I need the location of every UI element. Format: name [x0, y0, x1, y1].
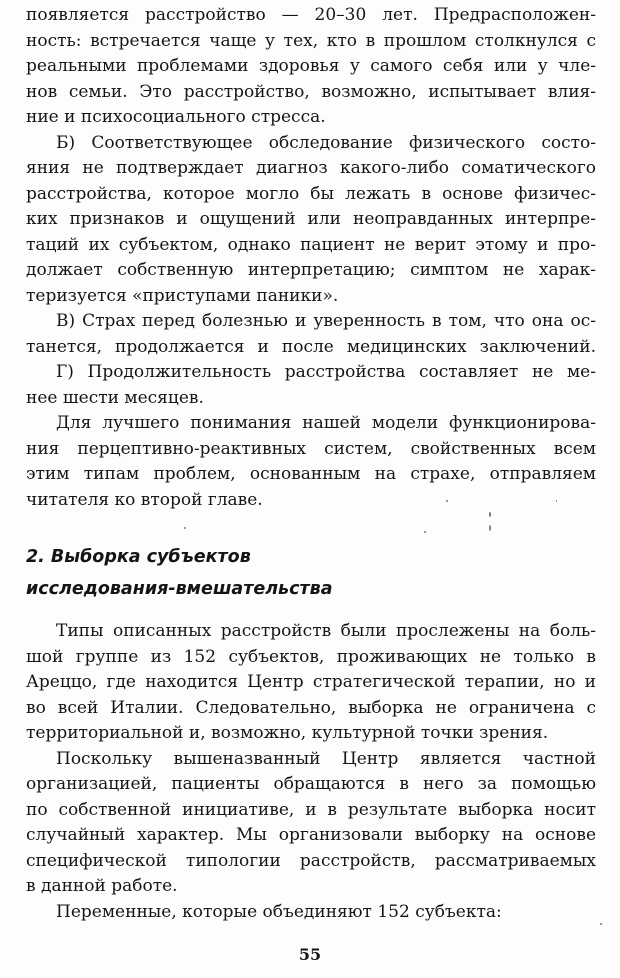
- text-line: ность: встречается чаще у тех, кто в прошлом столкнулся с: [26, 30, 596, 51]
- text-line: должает собственную интерпретацию; симптом не харак-: [26, 260, 596, 280]
- text-line: танется, продолжается и после медицинских заключений.: [26, 336, 596, 357]
- text-line: в данной работе.: [26, 876, 178, 896]
- text-line: специфической типологии расстройств, рассматриваемых: [26, 850, 596, 871]
- scan-speck: [184, 527, 186, 529]
- page-number: 55: [298, 945, 322, 964]
- scan-speck: [446, 500, 448, 502]
- text-line: реальными проблемами здоровья у самого себя или у чле-: [26, 56, 596, 76]
- paragraph-g-start: Г) Продолжительность расстройства составляет не ме-: [56, 362, 596, 382]
- text-line: по собственной инициативе, и в результате выборка носит: [26, 799, 596, 820]
- text-line: нов семьи. Это расстройство, возможно, испытывает влия-: [26, 81, 596, 102]
- text-line: появляется расстройство — 20–30 лет. Предрасположен-: [26, 5, 596, 25]
- text-line: этим типам проблем, основанным на страхе, отправляем: [26, 464, 596, 484]
- text-line: таций их субъектом, однако пациент не верит этому и про-: [26, 234, 596, 255]
- scan-speck: [489, 525, 491, 531]
- text-line: нее шести месяцев.: [26, 387, 204, 408]
- paragraph-start: Переменные, которые объединяют 152 субъекта:: [56, 901, 502, 922]
- paragraph-v-start: В) Страх перед болезнью и уверенность в том, что она ос-: [56, 311, 596, 331]
- scan-speck: [556, 500, 557, 502]
- text-line: расстройства, которое могло бы лежать в основе физичес-: [26, 183, 596, 204]
- text-line: теризуется «приступами паники».: [26, 285, 339, 306]
- scan-speck: [489, 512, 491, 517]
- paragraph-b-start: Б) Соответствующее обследование физического состо-: [56, 132, 596, 153]
- text-line: Ареццо, где находится Центр стратегической терапии, но и: [26, 672, 596, 692]
- text-line: территориальной и, возможно, культурной точки зрения.: [26, 723, 549, 743]
- text-line: организацией, пациенты обращаются в него за помощью: [26, 774, 596, 794]
- section-heading-line-2: исследования-вмешательства: [26, 579, 333, 599]
- text-line: случайный характер. Мы организовали выборку на основе: [26, 825, 596, 845]
- text-line: ние и психосоциального стресса.: [26, 107, 326, 127]
- scan-speck: [600, 923, 602, 925]
- paragraph-start: Поскольку вышеназванный Центр является частной: [56, 748, 596, 769]
- scan-speck: [424, 531, 426, 533]
- text-line: во всей Италии. Следовательно, выборка не ограничена с: [26, 697, 596, 718]
- paragraph-start: Типы описанных расстройств были прослежены на боль-: [56, 621, 596, 641]
- text-line: яния не подтверждает диагноз какого-либо соматического: [26, 158, 596, 178]
- text-line: ких признаков и ощущений или неоправданных интерпре-: [26, 209, 596, 229]
- body-text-block-1: [26, 3, 596, 513]
- body-text-block-2: [26, 619, 596, 925]
- text-line: ния перцептивно-реактивных систем, свойственных всем: [26, 438, 596, 459]
- paragraph-start: Для лучшего понимания нашей модели функционирова-: [56, 413, 596, 433]
- text-line: читателя ко второй главе.: [26, 489, 263, 510]
- section-heading-line-1: 2. Выборка субъектов: [26, 547, 251, 567]
- text-line: шой группе из 152 субъектов, проживающих не только в: [26, 646, 596, 667]
